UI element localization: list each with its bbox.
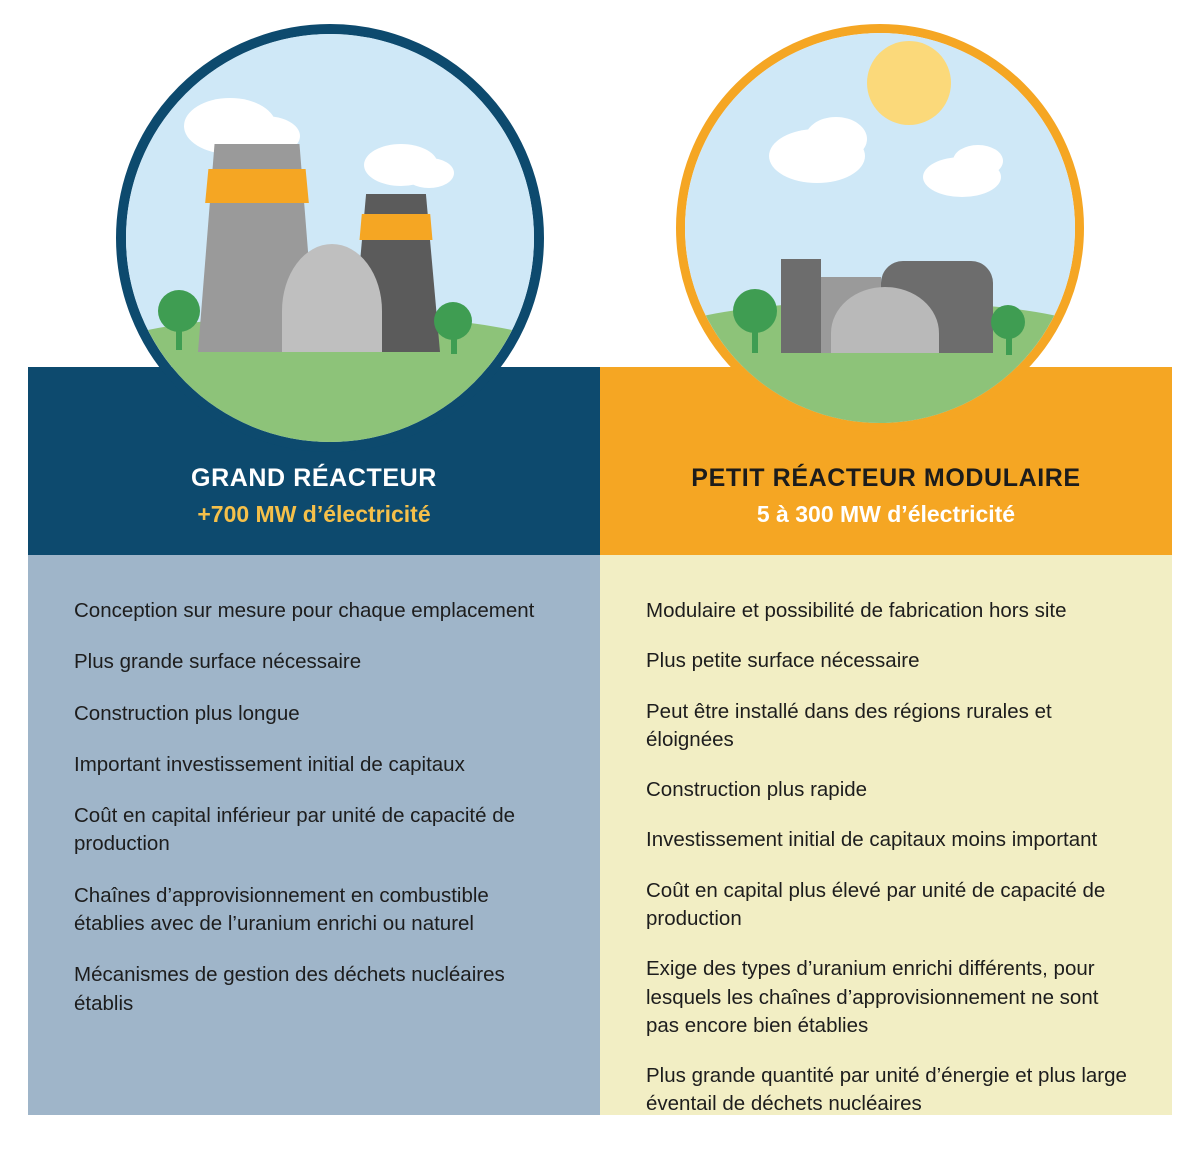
column-body-large-reactor — [28, 555, 600, 1115]
list-item: Plus petite surface nécessaire — [646, 649, 920, 673]
cloud-icon — [404, 158, 454, 188]
list-item: Mécanismes de gestion des déchets nucléaires établis — [74, 963, 505, 1015]
list-item: Modulaire et possibilité de fabrication hors site — [646, 599, 1067, 622]
list-item: Construction plus rapide — [646, 778, 868, 802]
column-subtitle: 5 à 300 MW d’électricité — [756, 501, 1016, 528]
list-item: Plus grande quantité par unité d’énergie et plus large éventail de déchets nucléaires — [646, 1064, 1127, 1116]
small-modular-reactor-illustration — [676, 24, 1084, 432]
list-item: Investissement initial de capitaux moins important — [646, 828, 1098, 852]
column-title: GRAND RÉACTEUR — [191, 464, 437, 493]
cooling-tower-band — [358, 214, 434, 240]
column-large-reactor — [28, 367, 600, 1115]
column-small-modular-reactor — [600, 367, 1172, 1115]
tree-icon — [176, 322, 182, 350]
list-item: Coût en capital inférieur par unité de capacité de production — [74, 804, 516, 856]
cloud-icon — [805, 117, 867, 161]
list-item: Important investissement initial de capitaux — [74, 752, 465, 776]
list-item: Exige des types d’uranium enrichi différents, pour lesquels les chaînes d’approvisionnement ne sont pas encore bien établies — [646, 957, 1099, 1037]
list-item: Peut être installé dans des régions rurales et éloignées — [646, 699, 1052, 751]
tree-icon — [1006, 331, 1012, 355]
sun-icon — [867, 41, 951, 125]
cloud-icon — [953, 145, 1003, 177]
reactor-building — [781, 259, 821, 353]
list-item: Plus grande surface nécessaire — [74, 650, 362, 674]
column-body-small-modular-reactor — [600, 555, 1172, 1115]
large-nuclear-plant-illustration — [116, 24, 544, 452]
column-title: PETIT RÉACTEUR MODULAIRE — [691, 464, 1081, 493]
cooling-tower-band — [203, 169, 311, 203]
column-subtitle: +700 MW d’électricité — [197, 501, 431, 528]
feature-list-small-modular-reactor — [646, 597, 1134, 1119]
list-item: Conception sur mesure pour chaque emplacement — [74, 599, 535, 622]
tree-icon — [451, 330, 457, 354]
list-item: Construction plus longue — [74, 701, 300, 725]
list-item: Chaînes d’approvisionnement en combustible établies avec de l’uranium enrichi ou naturel — [74, 883, 489, 935]
tree-icon — [752, 323, 758, 353]
list-item: Coût en capital plus élevé par unité de capacité de production — [646, 878, 1106, 930]
feature-list-large-reactor — [74, 597, 562, 1018]
